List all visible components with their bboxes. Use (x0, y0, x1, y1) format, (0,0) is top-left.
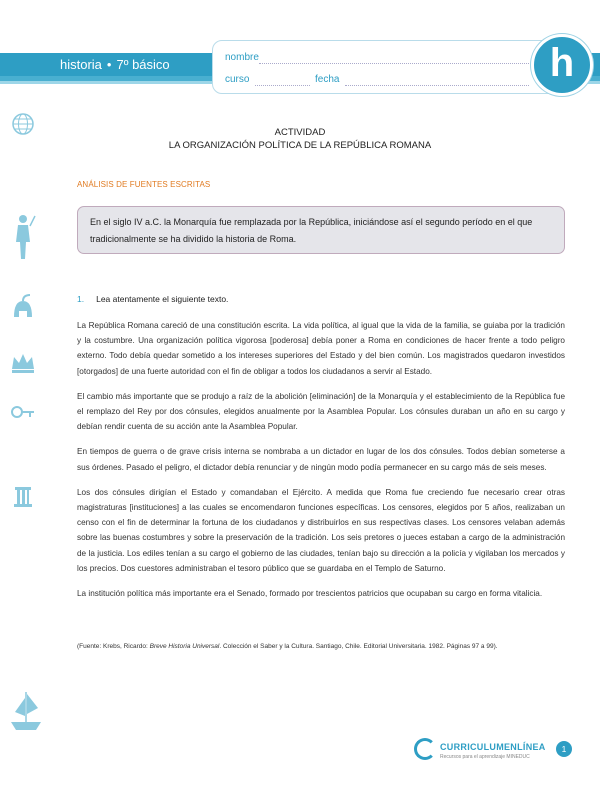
citation-book: Breve Historia Universal (149, 643, 220, 650)
key-icon (8, 394, 38, 430)
subject-label (60, 57, 170, 72)
citation-suffix: . Colección el Saber y la Cultura. Santiago, Chile. Editorial Universitaria. 1982. Páginas 97 a 99). (219, 643, 498, 650)
explorer-figure-icon (8, 212, 38, 262)
intro-box: En el siglo IV a.C. la Monarquía fue remplazada por la República, iniciándose así el segundo período en el que tradicionalmente se ha dividido la historia de Roma. (77, 206, 565, 254)
course-field-label: curso (225, 74, 250, 85)
paragraph: La institución política más importante era el Senado, formado por trescientos patricios que ocupaban su cargo en forma vitalicia. (77, 589, 543, 599)
paragraph: Los dos cónsules dirigían el Estado y comandaban el Ejército. A medida que Roma fue creciendo fue necesario crear otras magistraturas [instituciones] a las cuales se encomendaron funciones específicas. Los censores, elegidos por 5 años, realizaban un censo con el fin de determinar la fortuna de los ciudadanos y distribuirlos en sus respectivas clases. Los censores velaban además sobre las buenas costumbres y sobre la preservación de la tradición. Los seis pretores o jueces estaban a cargo de la administración de la justicia. Los ediles tenían a su cargo el gobierno de las ciudades, tenían bajo su dirección a la policía y vigilaban los mercados y los precios. Dos cuestores administraban el tesoro público que se guardaba en el Templo de Saturno. (77, 487, 565, 573)
activity-label: ACTIVIDAD (274, 127, 326, 138)
curriculum-logo-name: CURRICULUMENLÍNEA (440, 742, 546, 752)
question-number: 1. (77, 294, 85, 304)
crown-icon (8, 344, 38, 380)
name-field-label: nombre (225, 52, 259, 63)
curriculum-logo-tagline: Recursos para el aprendizaje MINEDUC (440, 754, 530, 760)
source-citation (77, 643, 577, 650)
page-number: 1 (556, 741, 572, 757)
grade-label: 7º básico (116, 57, 170, 72)
paragraph: La República Romana careció de una constitución escrita. La vida política, al igual que la vida de la familia, se guiaba por la tradición y la costumbre. Una organización política vigorosa [poderosa] debía poner a Roma en condiciones de hacer frente a todo peligro externo. Todo debía quedar sometido a los intereses superiores del Estado y del bien común. Los magistrados quedaron investidos [otorgados] de una fuerte autoridad con el fin de obligar a todos los ciudadanos a servir al Estado. (77, 321, 565, 376)
subject-name: historia (60, 57, 102, 72)
course-field[interactable] (255, 85, 310, 86)
page-title: LA ORGANIZACIÓN POLÍTICA DE LA REPÚBLICA ROMANA (168, 140, 432, 151)
date-field[interactable] (345, 85, 529, 86)
source-text (77, 318, 565, 611)
question-text: Lea atentamente el siguiente texto. (96, 294, 229, 304)
subject-separator: • (106, 57, 112, 72)
curriculum-logo-icon (414, 738, 436, 760)
column-icon (8, 478, 38, 514)
helmet-icon (8, 290, 38, 326)
name-field[interactable] (259, 63, 529, 64)
history-badge: h (531, 34, 593, 96)
date-field-label: fecha (315, 74, 340, 85)
citation-prefix: (Fuente: Krebs, Ricardo: (77, 643, 150, 650)
student-fields (212, 40, 569, 94)
ship-icon (8, 688, 44, 734)
question-1 (77, 294, 228, 304)
paragraph: El cambio más importante que se produjo a raíz de la abolición [eliminación] de la Monarquía y el establecimiento de la República fue el remplazo del Rey por dos cónsules, elegidos anualmente por la Asamblea Popular. Los cónsules duraban un año en su cargo y debían rendir cuenta de su acción ante la Asamblea Popular. (77, 391, 565, 432)
paragraph: En tiempos de guerra o de grave crisis interna se nombraba a un dictador en lugar de los dos cónsules. Todos debían someterse a sus órdenes. Pasado el peligro, el dictador debía renunciar y de ningún modo podía permanecer en su cargo más de seis meses. (77, 447, 565, 472)
section-heading: ANÁLISIS DE FUENTES ESCRITAS (77, 180, 211, 189)
